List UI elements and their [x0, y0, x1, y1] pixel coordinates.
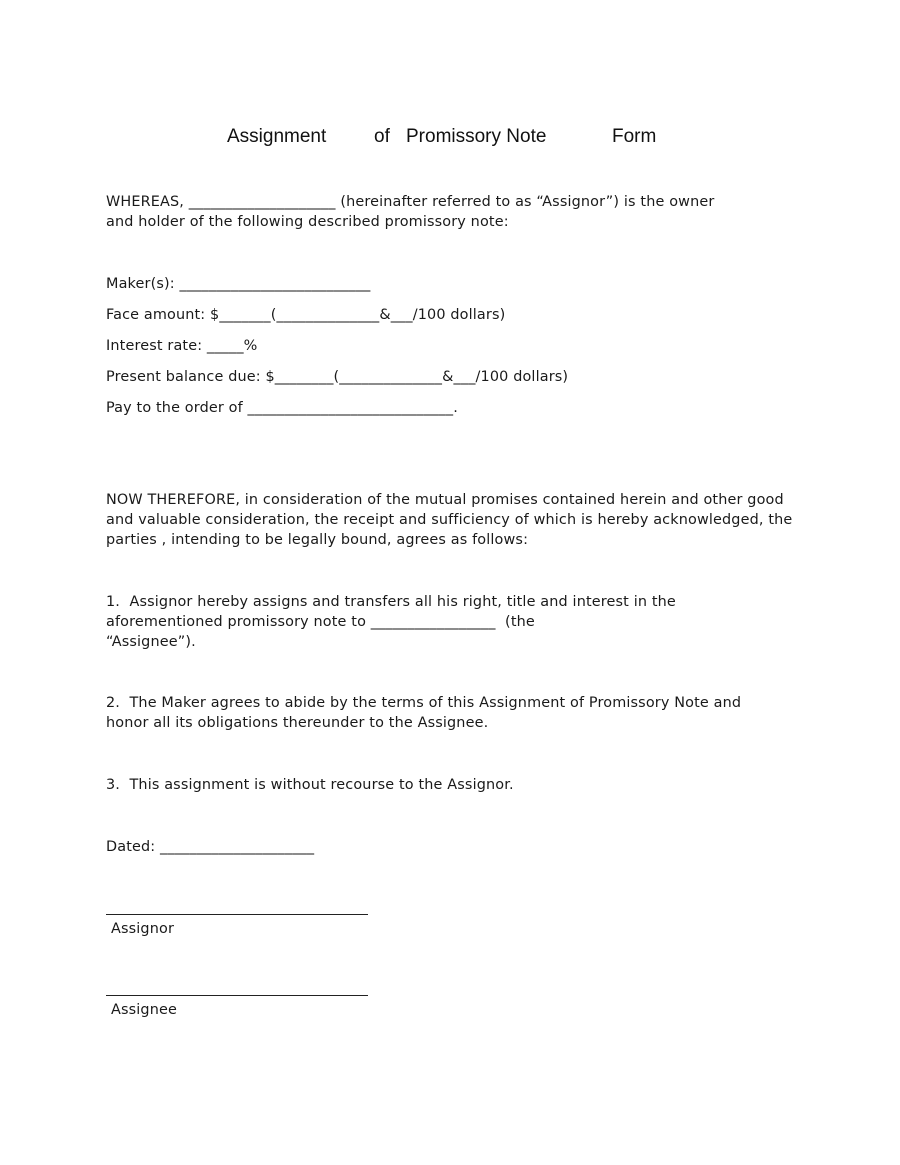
clause-1-line-3: “Assignee”). — [106, 634, 196, 650]
title-form: Form — [612, 126, 657, 147]
makers-field: Maker(s): __________________________ — [106, 276, 371, 292]
assignee-label: Assignee — [111, 1002, 177, 1018]
face-amount-field: Face amount: $_______(______________&___/100 dollars) — [106, 307, 506, 323]
dated-field: Dated: _____________________ — [106, 839, 315, 855]
interest-rate-field: Interest rate: _____% — [106, 338, 258, 354]
title-promissory-note: Promissory Note — [406, 126, 547, 147]
present-balance-field: Present balance due: $________(______________&___/100 dollars) — [106, 369, 569, 385]
now-therefore-line-2: and valuable consideration, the receipt and sufficiency of which is hereby acknowledged, the — [106, 512, 793, 528]
title-assignment: Assignment — [227, 126, 327, 147]
clause-2-line-2: honor all its obligations thereunder to the Assignee. — [106, 715, 489, 731]
clause-2-line-1: 2. The Maker agrees to abide by the terms of this Assignment of Promissory Note and — [106, 695, 742, 711]
clause-1-line-2: aforementioned promissory note to _________________ (the — [106, 614, 535, 630]
pay-to-order-field: Pay to the order of ____________________________. — [106, 400, 458, 416]
assignor-signature-line — [106, 914, 368, 915]
assignor-label: Assignor — [111, 921, 175, 937]
assignee-signature-line — [106, 995, 368, 996]
clause-3-line-1: 3. This assignment is without recourse to the Assignor. — [106, 777, 514, 793]
title-of: of — [374, 126, 390, 147]
whereas-line-1: WHEREAS, ____________________ (hereinafter referred to as “Assignor”) is the owner — [106, 194, 715, 210]
clause-1-line-1: 1. Assignor hereby assigns and transfers all his right, title and interest in the — [106, 594, 676, 610]
now-therefore-line-3: parties , intending to be legally bound, agrees as follows: — [106, 532, 529, 548]
whereas-line-2: and holder of the following described promissory note: — [106, 214, 509, 230]
now-therefore-line-1: NOW THEREFORE, in consideration of the mutual promises contained herein and other good — [106, 492, 784, 508]
